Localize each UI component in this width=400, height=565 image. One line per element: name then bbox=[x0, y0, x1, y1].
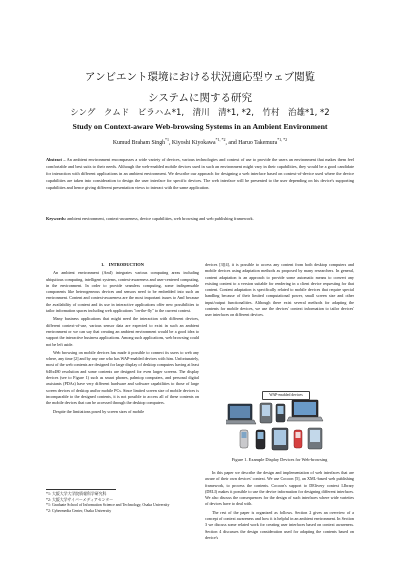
laptop-icon bbox=[226, 404, 256, 424]
japanese-authors: シング クムド ビラハム*1, 清川 清*1, *2, 竹村 治雄*1, *2 bbox=[70, 108, 330, 118]
footnote: *2: 大阪大学サイバーメディアセンター bbox=[46, 497, 114, 502]
figure-caption: Figure 1. Example Display Devices for Web-browsing bbox=[231, 457, 328, 462]
author-2: , Kiyoshi Kiyokawa bbox=[169, 139, 216, 146]
right-paragraph: devices [3][4], it is possible to access any content from both desktop computers and mobile devices using adaptation methods as proposed by many researchers. In general, content adaptation is an approach to provide some automatic means to convert any existing content to a version suitable for rendering in a client device requesting for that content. Content adaptation is specifically related to mobile devices that require special handling because of their limited computational power, small screen size and other input/output functionalities. Although there exist several methods for adapting the contents for mobile devices, we use the devices' context information to tailor devices' user interfaces on different devices. bbox=[205, 262, 354, 318]
keywords-label: Keywords: bbox=[46, 216, 67, 221]
abstract-label: Abstract – bbox=[46, 157, 66, 162]
japanese-title-line-2: システムに関する研究 bbox=[148, 92, 252, 104]
mobile-phone-icon bbox=[256, 430, 265, 449]
author-1: Kumud Braham Singh bbox=[112, 139, 165, 146]
figure-label: WAP-enabled devices bbox=[262, 391, 310, 400]
figure-1 bbox=[226, 390, 334, 452]
left-paragraph: Many business applications that might need the interaction with different devices, different context-of-use, various sensor data are expected to exist in such an ambient environment or we can say that creating an ambient environment would be a good idea to support the interactive business applications. Among such applications, web browsing could not be left aside. bbox=[46, 316, 199, 347]
footnote: *1: Graduate School of Information Science and Technology, Osaka University bbox=[46, 503, 170, 507]
pda-icon bbox=[308, 428, 322, 449]
author-3-affil: *1, *2 bbox=[277, 137, 288, 142]
abstract-text: An ambient environment encompasses a wide variety of devices, various technologies and context of use to provide the users an environment that makes them feel comfortable and best suits to their needs. Although the web-enabled mobile devices used in such an environment might vary in their capabilities, they would be a good candidate for interaction with different applications in an ambient environment. We describe our approach for designing a web interface based on context-of-device used where the device capabilities are taken into consideration to design the user interface for specific devices. The web interface will be presented to the user depending on his device's supporting capabilities and hence giving different presentation views to interact with the same application. bbox=[46, 157, 354, 190]
abstract bbox=[46, 157, 354, 192]
author-1-affil: *1 bbox=[165, 137, 169, 142]
author-3: , and Haruo Takemura bbox=[225, 139, 278, 146]
laptop-icon bbox=[287, 400, 323, 421]
english-authors bbox=[0, 136, 400, 147]
keywords bbox=[46, 216, 354, 223]
right-column-top bbox=[205, 262, 354, 382]
footnotes bbox=[46, 492, 199, 514]
japanese-title-line-1: アンビエント環境における状況適応型ウェブ閲覧 bbox=[84, 71, 316, 83]
left-paragraph: Web browsing on mobile devices has made it possible to connect its users to web any where, any time [2] and by any one who has WAP-enabled devices with him. Unfortunately, most of the web contents are designed for large display of desktop computers having at least 640x480 resolution and some contents are designed for even larger screens. The display devices (see to Figure 1) such as smart phones, palmtop computers, and personal digital assistants (PDAs) have very different hardware and software capabilities to those of large screen devices of desktop and/or mobile PCs. Since limited screen size of mobile devices is incomparable to the designed contents, it is not possible to access all of these contents on the mobile devices that can be accessed through the desktop computers. bbox=[46, 349, 199, 406]
left-paragraph: Despite the limitations posed by screen sizes of mobile bbox=[53, 408, 145, 414]
tablet-icon bbox=[272, 428, 288, 450]
section-heading-introduction: 1. INTRODUCTION bbox=[101, 262, 144, 267]
right-paragraph: The rest of the paper is organized as follows. Section 2 gives an overview of a concept of context awareness and how it is helpful in an ambient environment. In Section 3 we discuss some related work for creating user interfaces based on context awareness. Section 4 discusses the design consideration used for adapting the contents based on device's bbox=[205, 509, 354, 540]
left-column bbox=[46, 262, 199, 488]
footnote-rule bbox=[46, 489, 116, 490]
smartphone-icon bbox=[276, 404, 285, 422]
mobile-phone-icon bbox=[294, 430, 302, 448]
mobile-phone-icon bbox=[240, 430, 248, 448]
footnote: *1: 大阪大学大学院情報科学研究科 bbox=[46, 492, 107, 496]
right-column-bottom bbox=[205, 470, 354, 562]
author-2-affil: *1, *2 bbox=[215, 137, 226, 142]
footnote: *2: Cybermedia Center, Osaka University bbox=[46, 508, 112, 513]
keywords-text: ambient environment, context-awareness, device capabilities, web browsing and web publishing framework. bbox=[67, 216, 254, 221]
english-title: Study on Context-aware Web-browsing Systems in an Ambient Environment bbox=[72, 122, 328, 131]
pda-icon bbox=[260, 403, 272, 423]
right-paragraph: In this paper we describe the design and implementation of web interfaces that are aware of their own devices' context. We use Cocoon [5], an XML-based web publishing framework, to process the contents. Cocoon's support to DElivery context LIbrary (DELI) makes it possible to use the device information for designing different interfaces. We also discuss the consequences for the design of such interfaces where wide varieties of devices have to deal with. bbox=[205, 470, 354, 507]
left-paragraph: An ambient environment (AmI) integrates various computing areas including ubiquitous computing, intelligent systems, context-awareness and user-centered computing, in the environment. In order to provide seamless computing, some indispensable components like heterogeneous devices and sensors need to be embedded into such an environment. Content and context-awareness are the most important issues to AmI because the availability of content and its use in interactive applications offer new possibilities to tailor information spaces including web applications "on-the-fly" to the current context. bbox=[46, 270, 199, 314]
